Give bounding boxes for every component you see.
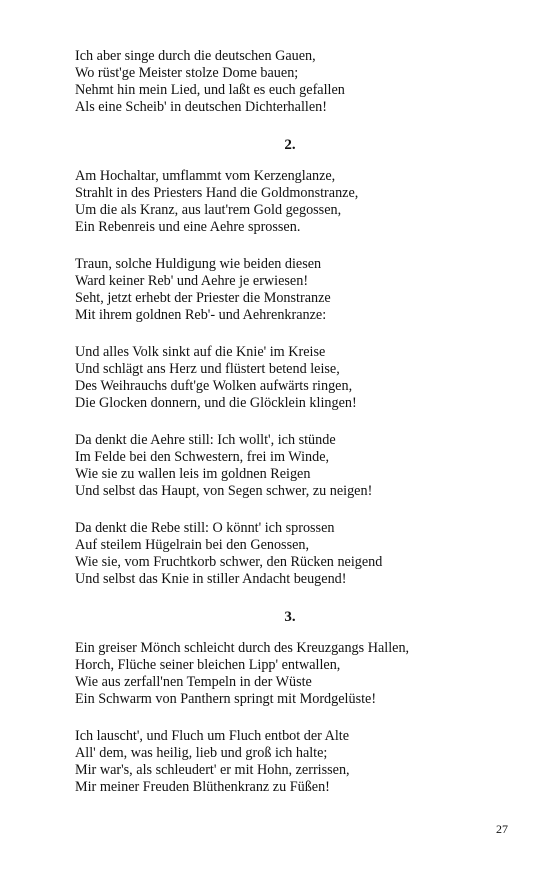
stanza <box>75 520 495 588</box>
verse-line: Und alles Volk sinkt auf die Knie' im Kreise <box>75 344 326 360</box>
verse-line: Mit ihrem goldnen Reb'- und Aehrenkranze: <box>75 307 327 323</box>
verse-line: Mir war's, als schleudert' er mit Hohn, zerrissen, <box>75 762 350 778</box>
stanza <box>75 344 495 412</box>
verse-line: Um die als Kranz, aus laut'rem Gold gegossen, <box>75 202 342 218</box>
verse-line: Ein Rebenreis und eine Aehre sprossen. <box>75 219 301 235</box>
verse-line: All' dem, was heilig, lieb und groß ich halte; <box>75 745 328 761</box>
verse-line: Da denkt die Rebe still: O könnt' ich sprossen <box>75 520 335 536</box>
verse-line: Ein Schwarm von Panthern springt mit Mordgelüste! <box>75 691 377 707</box>
stanza <box>75 728 495 796</box>
section-3 <box>75 608 495 796</box>
verse-line: Traun, solche Huldigung wie beiden diesen <box>75 256 322 272</box>
stanza <box>75 432 495 500</box>
verse-line: Mir meiner Freuden Blüthenkranz zu Füßen! <box>75 779 330 795</box>
verse-line: Und selbst das Knie in stiller Andacht beugend! <box>75 571 347 587</box>
stanza <box>75 48 495 116</box>
verse-line: Ward keiner Reb' und Aehre je erwiesen! <box>75 273 309 289</box>
verse-line: Wie sie zu wallen leis im goldnen Reigen <box>75 466 311 482</box>
verse-line: Ich aber singe durch die deutschen Gauen, <box>75 48 316 64</box>
section-number: 2. <box>284 137 296 153</box>
verse-line: Die Glocken donnern, und die Glöcklein klingen! <box>75 395 357 411</box>
verse-line: Seht, jetzt erhebt der Priester die Monstranze <box>75 290 331 306</box>
verse-line: Horch, Flüche seiner bleichen Lipp' entwallen, <box>75 657 341 673</box>
verse-line: Ich lauscht', und Fluch um Fluch entbot der Alte <box>75 728 350 744</box>
verse-line: Wie aus zerfall'nen Tempeln in der Wüste <box>75 674 312 690</box>
verse-line: Strahlt in des Priesters Hand die Goldmonstranze, <box>75 185 359 201</box>
verse-line: Wie sie, vom Fruchtkorb schwer, den Rücken neigend <box>75 554 383 570</box>
stanza <box>75 640 495 708</box>
verse-line: Am Hochaltar, umflammt vom Kerzenglanze, <box>75 168 336 184</box>
verse-line: Und selbst das Haupt, von Segen schwer, zu neigen! <box>75 483 373 499</box>
verse-line: Da denkt die Aehre still: Ich wollt', ich stünde <box>75 432 336 448</box>
section-2 <box>75 136 495 588</box>
verse-line: Des Weihrauchs duft'ge Wolken aufwärts ringen, <box>75 378 353 394</box>
verse-line: Im Felde bei den Schwestern, frei im Winde, <box>75 449 330 465</box>
stanza <box>75 168 495 236</box>
section-continuation <box>75 48 495 116</box>
verse-line: Und schlägt ans Herz und flüstert betend leise, <box>75 361 340 377</box>
verse-line: Auf steilem Hügelrain bei den Genossen, <box>75 537 310 553</box>
verse-line: Ein greiser Mönch schleicht durch des Kreuzgangs Hallen, <box>75 640 410 656</box>
verse-line: Als eine Scheib' in deutschen Dichterhallen! <box>75 99 327 115</box>
page-number: 27 <box>496 822 508 836</box>
verse-line: Wo rüst'ge Meister stolze Dome bauen; <box>75 65 299 81</box>
stanza <box>75 256 495 324</box>
verse-line: Nehmt hin mein Lied, und laßt es euch gefallen <box>75 82 345 98</box>
section-number: 3. <box>284 609 296 625</box>
page-body <box>75 48 495 816</box>
